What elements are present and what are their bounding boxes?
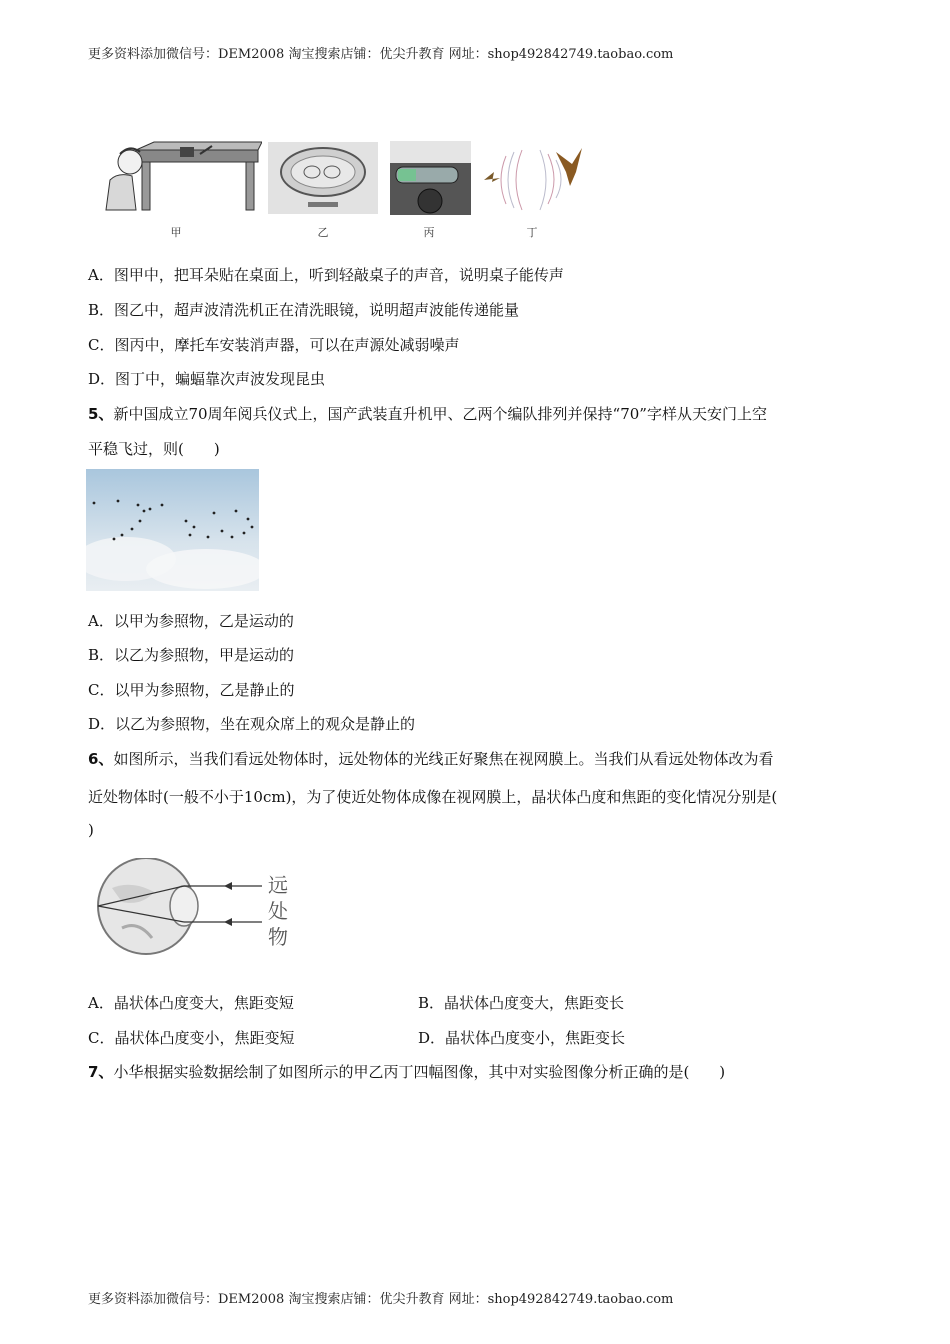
q5-option-c: C．以甲为参照物，乙是静止的 <box>88 681 295 699</box>
page-footer: 更多资料添加微信号：DEM2008 淘宝搜索店铺：优尖升教育 网址：shop492842749.taobao.com <box>88 1292 674 1307</box>
q5-stem-text: 新中国成立70周年阅兵仪式上，国产武装直升机甲、乙两个编队排列并保持“70”字样从天安门上空 <box>113 405 767 423</box>
caption-yi: 乙 <box>317 226 329 239</box>
q6-stem-line3: ) <box>88 821 94 839</box>
q6-stem-line1 <box>88 748 773 769</box>
figure-helicopter-formation <box>86 469 259 591</box>
caption-ding: 丁 <box>526 226 538 239</box>
q5-option-a: A．以甲为参照物，乙是运动的 <box>88 612 294 630</box>
q6-option-b: B．晶状体凸度变大，焦距变长 <box>418 994 625 1012</box>
q4-option-c: C．图丙中，摩托车安装消声器，可以在声源处减弱噪声 <box>88 336 460 354</box>
eye-label-yuan: 远 <box>268 873 288 897</box>
q4-option-a: A．图甲中，把耳朵贴在桌面上，听到轻敲桌子的声音，说明桌子能传声 <box>88 266 564 284</box>
page-header: 更多资料添加微信号：DEM2008 淘宝搜索店铺：优尖升教育 网址：shop492842749.taobao.com <box>88 47 674 62</box>
figure-ding-bat-echolocation <box>482 142 584 216</box>
q5-option-d: D．以乙为参照物，坐在观众席上的观众是静止的 <box>88 715 416 733</box>
q7-stem-text: 小华根据实验数据绘制了如图所示的甲乙丙丁四幅图像，其中对实验图像分析正确的是( ) <box>113 1063 726 1081</box>
q6-option-a: A．晶状体凸度变大，焦距变短 <box>88 994 294 1012</box>
q6-stem-text: 如图所示，当我们看远处物体时，远处物体的光线正好聚焦在视网膜上。当我们从看远处物体改为看 <box>113 750 774 768</box>
q5-option-b: B．以乙为参照物，甲是运动的 <box>88 646 295 664</box>
q7-stem <box>88 1061 725 1082</box>
q6-option-c: C．晶状体凸度变小，焦距变短 <box>88 1029 295 1047</box>
q6-number: 6、 <box>88 750 114 768</box>
q6-stem-line2: 近处物体时(一般不小于10cm)，为了使近处物体成像在视网膜上，晶状体凸度和焦距的变化情况分别是( <box>88 788 778 806</box>
q5-stem-line2: 平稳飞过，则( ) <box>88 440 220 458</box>
caption-bing: 丙 <box>423 226 435 239</box>
caption-jia: 甲 <box>170 226 182 239</box>
q4-option-d: D．图丁中，蝙蝠靠次声波发现昆虫 <box>88 370 326 388</box>
eye-label-chu: 处 <box>268 899 288 923</box>
eye-label-wu: 物 <box>268 925 288 949</box>
q5-stem-line1 <box>88 403 767 424</box>
figure-jia-ear-on-table <box>96 140 262 216</box>
q4-option-b: B．图乙中，超声波清洗机正在清洗眼镜，说明超声波能传递能量 <box>88 301 520 319</box>
figure-eye-distant-object <box>92 858 304 958</box>
figure-bing-motorcycle-muffler <box>390 141 471 215</box>
q5-number: 5、 <box>88 405 114 423</box>
q7-number: 7、 <box>88 1063 114 1081</box>
q6-option-d: D．晶状体凸度变小，焦距变长 <box>418 1029 626 1047</box>
figure-yi-ultrasonic-cleaner <box>268 142 378 214</box>
